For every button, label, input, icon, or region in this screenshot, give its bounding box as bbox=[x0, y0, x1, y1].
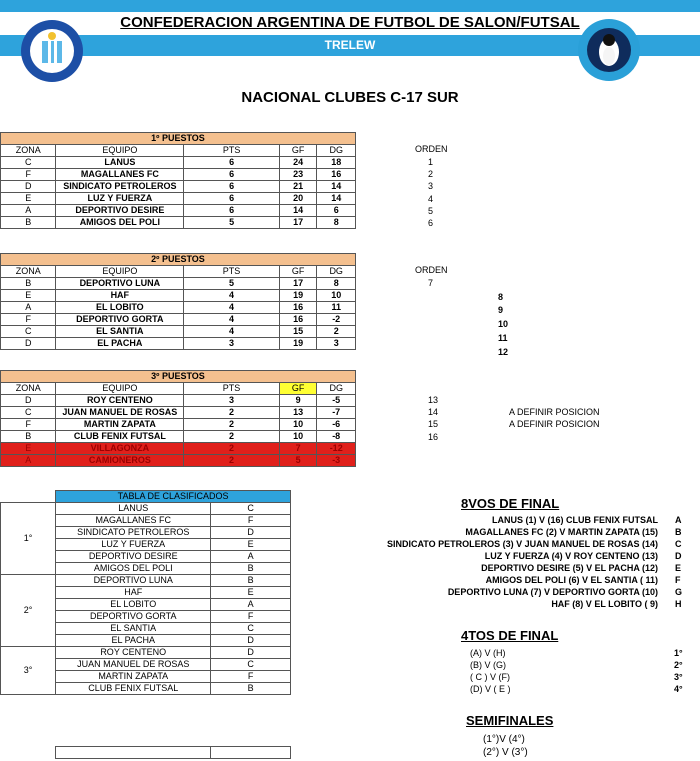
orden-label: ORDEN bbox=[415, 265, 448, 275]
gf-cell: 14 bbox=[279, 205, 317, 217]
dg-cell: 6 bbox=[317, 205, 356, 217]
team-name: LUZ Y FUERZA bbox=[56, 193, 184, 205]
zona-cell: C bbox=[211, 659, 291, 671]
zona-cell: C bbox=[1, 326, 56, 338]
match-code: H bbox=[675, 599, 682, 609]
zona-cell: E bbox=[1, 193, 56, 205]
team-name: EL SANTIA bbox=[56, 623, 211, 635]
pts-cell: 6 bbox=[184, 205, 280, 217]
match-text: DEPORTIVO DESIRE (5) V EL PACHA (12) bbox=[481, 563, 658, 573]
zona-cell: F bbox=[1, 419, 56, 431]
pts-cell: 2 bbox=[184, 431, 280, 443]
pts-cell: 3 bbox=[184, 338, 280, 350]
octavos-title: 8VOS DE FINAL bbox=[461, 496, 560, 511]
team-name: EL SANTIA bbox=[56, 326, 184, 338]
dg-cell: 16 bbox=[317, 169, 356, 181]
team-name: DEPORTIVO DESIRE bbox=[56, 551, 211, 563]
gf-cell: 10 bbox=[279, 419, 317, 431]
orden-value: 7 bbox=[428, 278, 434, 288]
match-code: G bbox=[675, 587, 683, 597]
team-row bbox=[1, 455, 356, 467]
match-code: F bbox=[675, 575, 681, 585]
gf-cell: 20 bbox=[279, 193, 317, 205]
classified-table bbox=[0, 490, 291, 695]
team-row bbox=[1, 278, 356, 290]
zona-cell: A bbox=[211, 551, 291, 563]
team-name: EL PACHA bbox=[56, 635, 211, 647]
match-text: MAGALLANES FC (2) V MARTIN ZAPATA (15) bbox=[465, 527, 658, 537]
dg-cell: -8 bbox=[317, 431, 356, 443]
team-name: ROY CENTENO bbox=[56, 647, 211, 659]
team-name: JUAN MANUEL DE ROSAS bbox=[56, 659, 211, 671]
column-header: EQUIPO bbox=[56, 145, 184, 157]
zona-cell: E bbox=[211, 539, 291, 551]
dg-cell: 14 bbox=[317, 193, 356, 205]
team-row bbox=[1, 338, 356, 350]
pts-cell: 4 bbox=[184, 326, 280, 338]
semifinal-match: (2°) V (3°) bbox=[483, 747, 528, 758]
match-text: (A) V (H) bbox=[470, 648, 506, 658]
match-text: LANUS (1) V (16) CLUB FENIX FUTSAL bbox=[491, 515, 658, 525]
zona-cell: A bbox=[211, 599, 291, 611]
team-name: DEPORTIVO DESIRE bbox=[56, 205, 184, 217]
pts-cell: 4 bbox=[184, 314, 280, 326]
team-row bbox=[1, 326, 356, 338]
dg-cell: 2 bbox=[317, 326, 356, 338]
team-name: LANUS bbox=[56, 157, 184, 169]
orden-value: 3 bbox=[428, 181, 434, 192]
zona-cell: E bbox=[1, 290, 56, 302]
dg-cell: 10 bbox=[317, 290, 356, 302]
zona-cell: D bbox=[211, 647, 291, 659]
dg-cell: 3 bbox=[317, 338, 356, 350]
match-code: 1° bbox=[674, 648, 683, 658]
zona-cell: D bbox=[211, 527, 291, 539]
pts-cell: 2 bbox=[184, 443, 280, 455]
gf-cell: 9 bbox=[279, 395, 317, 407]
orden-value: 1 bbox=[428, 157, 434, 167]
team-name: LUZ Y FUERZA bbox=[56, 539, 211, 551]
team-row bbox=[1, 193, 356, 205]
orden-value: 6 bbox=[428, 218, 434, 228]
gf-cell: 5 bbox=[279, 455, 317, 467]
team-name: AMIGOS DEL POLI bbox=[56, 217, 184, 229]
column-header: ZONA bbox=[1, 145, 56, 157]
pts-cell: 4 bbox=[184, 290, 280, 302]
column-header: ZONA bbox=[1, 383, 56, 395]
gf-cell: 23 bbox=[279, 169, 317, 181]
zona-cell: A bbox=[1, 302, 56, 314]
pts-cell: 6 bbox=[184, 193, 280, 205]
competition-heading: NACIONAL CLUBES C-17 SUR bbox=[241, 89, 459, 106]
orden-value: 13 bbox=[428, 395, 439, 405]
group-title: 1º PUESTOS bbox=[1, 133, 356, 145]
team-name: CAMIONEROS bbox=[56, 455, 184, 467]
team-name: ROY CENTENO bbox=[56, 395, 184, 407]
group-title: 3º PUESTOS bbox=[1, 371, 356, 383]
match-text: DEPORTIVO LUNA (7) V DEPORTIVO GORTA (10) bbox=[447, 587, 658, 597]
team-name: LANUS bbox=[56, 503, 211, 515]
dg-cell: 14 bbox=[317, 181, 356, 193]
dg-cell: 8 bbox=[317, 217, 356, 229]
gf-cell: 15 bbox=[279, 326, 317, 338]
zona-cell: F bbox=[211, 671, 291, 683]
column-header: GF bbox=[279, 383, 317, 395]
team-name: EL PACHA bbox=[56, 338, 184, 350]
dg-cell: 11 bbox=[317, 302, 356, 314]
page-title: CONFEDERACION ARGENTINA DE FUTBOL DE SALON/FUTSAL bbox=[120, 14, 580, 31]
orden-value: 8 bbox=[498, 291, 504, 302]
team-row bbox=[1, 157, 356, 169]
semifinal-match: (1°)V (4°) bbox=[483, 734, 525, 745]
zona-cell: D bbox=[1, 181, 56, 193]
column-header: PTS bbox=[184, 145, 280, 157]
dg-cell: -6 bbox=[317, 419, 356, 431]
gf-cell: 7 bbox=[279, 443, 317, 455]
pts-cell: 3 bbox=[184, 395, 280, 407]
team-name: SINDICATO PETROLEROS bbox=[56, 181, 184, 193]
team-name: MAGALLANES FC bbox=[56, 515, 211, 527]
orden-label: ORDEN bbox=[415, 144, 448, 154]
place-label: 1° bbox=[1, 503, 56, 575]
match-text: (D) V ( E ) bbox=[470, 684, 511, 694]
orden-value: 12 bbox=[498, 346, 509, 357]
match-text: AMIGOS DEL POLI (6) V EL SANTIA ( 11) bbox=[485, 575, 658, 585]
zona-cell: E bbox=[211, 587, 291, 599]
pts-cell: 6 bbox=[184, 169, 280, 181]
column-header: GF bbox=[279, 266, 317, 278]
match-text: SINDICATO PETROLEROS (3) V JUAN MANUEL DE ROSAS (14) bbox=[386, 539, 658, 549]
zona-cell: D bbox=[1, 338, 56, 350]
gf-cell: 10 bbox=[279, 431, 317, 443]
gf-cell: 16 bbox=[279, 314, 317, 326]
team-name: MARTIN ZAPATA bbox=[56, 671, 211, 683]
third-places-table bbox=[0, 370, 356, 467]
team-row bbox=[1, 443, 356, 455]
top-bar bbox=[0, 0, 700, 12]
zona-cell: F bbox=[211, 611, 291, 623]
orden-value: 15 bbox=[428, 419, 439, 430]
match-text: LUZ Y FUERZA (4) V ROY CENTENO (13) bbox=[484, 551, 658, 561]
gf-cell: 17 bbox=[279, 217, 317, 229]
team-name: VILLAGONZA bbox=[56, 443, 184, 455]
team-row bbox=[1, 290, 356, 302]
match-text: ( C ) V (F) bbox=[470, 672, 510, 682]
match-code: D bbox=[675, 551, 682, 561]
classified-row bbox=[1, 575, 291, 587]
team-row bbox=[1, 395, 356, 407]
match-code: B bbox=[675, 527, 682, 537]
subtitle-bar: TRELEW bbox=[0, 35, 700, 56]
pts-cell: 2 bbox=[184, 407, 280, 419]
gf-cell: 21 bbox=[279, 181, 317, 193]
zona-cell: B bbox=[1, 431, 56, 443]
column-header: DG bbox=[317, 383, 356, 395]
team-name: MARTIN ZAPATA bbox=[56, 419, 184, 431]
zona-cell: F bbox=[1, 314, 56, 326]
team-row bbox=[1, 205, 356, 217]
dg-cell: -7 bbox=[317, 407, 356, 419]
column-header: DG bbox=[317, 145, 356, 157]
team-name: EL LOBITO bbox=[56, 599, 211, 611]
dg-cell: -5 bbox=[317, 395, 356, 407]
team-name: SINDICATO PETROLEROS bbox=[56, 527, 211, 539]
match-code: 3° bbox=[674, 672, 683, 682]
orden-value: 11 bbox=[498, 332, 508, 343]
zona-cell: C bbox=[211, 503, 291, 515]
zona-cell: F bbox=[211, 515, 291, 527]
dg-cell: -3 bbox=[317, 455, 356, 467]
column-header: GF bbox=[279, 145, 317, 157]
team-name: AMIGOS DEL POLI bbox=[56, 563, 211, 575]
team-name: DEPORTIVO LUNA bbox=[56, 278, 184, 290]
gf-cell: 16 bbox=[279, 302, 317, 314]
gf-cell: 19 bbox=[279, 290, 317, 302]
team-row bbox=[1, 407, 356, 419]
pts-cell: 2 bbox=[184, 419, 280, 431]
team-row bbox=[1, 217, 356, 229]
trelew-futsal-logo bbox=[577, 18, 641, 82]
zona-cell: F bbox=[1, 169, 56, 181]
team-name: CLUB FENIX FUTSAL bbox=[56, 431, 184, 443]
team-row bbox=[1, 302, 356, 314]
note-text: A DEFINIR POSICION bbox=[509, 407, 600, 418]
orden-value: 16 bbox=[428, 431, 439, 442]
classified-title: TABLA DE CLASIFICADOS bbox=[56, 491, 291, 503]
team-name: EL LOBITO bbox=[56, 302, 184, 314]
match-code: C bbox=[675, 539, 682, 549]
team-name: DEPORTIVO GORTA bbox=[56, 611, 211, 623]
orden-value: 5 bbox=[428, 205, 434, 216]
match-code: 4° bbox=[674, 684, 683, 694]
column-header: EQUIPO bbox=[56, 266, 184, 278]
match-code: A bbox=[675, 515, 682, 525]
team-name: HAF bbox=[56, 290, 184, 302]
dg-cell: 8 bbox=[317, 278, 356, 290]
match-text: HAF (8) V EL LOBITO ( 9) bbox=[551, 599, 658, 609]
pts-cell: 4 bbox=[184, 302, 280, 314]
team-row bbox=[1, 169, 356, 181]
dg-cell: 18 bbox=[317, 157, 356, 169]
team-name: DEPORTIVO LUNA bbox=[56, 575, 211, 587]
team-row bbox=[1, 314, 356, 326]
orden-value: 14 bbox=[428, 407, 439, 418]
pts-cell: 5 bbox=[184, 217, 280, 229]
first-places-table bbox=[0, 132, 356, 229]
column-header: DG bbox=[317, 266, 356, 278]
pts-cell: 2 bbox=[184, 455, 280, 467]
match-code: 2° bbox=[674, 660, 683, 670]
zona-cell: B bbox=[1, 278, 56, 290]
semis-title: SEMIFINALES bbox=[466, 713, 554, 728]
team-name: HAF bbox=[56, 587, 211, 599]
column-header: ZONA bbox=[1, 266, 56, 278]
column-header: EQUIPO bbox=[56, 383, 184, 395]
dg-cell: -2 bbox=[317, 314, 356, 326]
zona-cell: B bbox=[1, 217, 56, 229]
pts-cell: 6 bbox=[184, 181, 280, 193]
column-header: PTS bbox=[184, 266, 280, 278]
note-text: A DEFINIR POSICION bbox=[509, 419, 600, 430]
zona-cell: D bbox=[211, 635, 291, 647]
team-name: DEPORTIVO GORTA bbox=[56, 314, 184, 326]
orden-value: 9 bbox=[498, 305, 504, 316]
zona-cell: A bbox=[1, 205, 56, 217]
zona-cell: B bbox=[211, 563, 291, 575]
cafs-logo bbox=[20, 19, 84, 83]
pts-cell: 5 bbox=[184, 278, 280, 290]
empty-row bbox=[55, 746, 291, 759]
team-name: JUAN MANUEL DE ROSAS bbox=[56, 407, 184, 419]
zona-cell: C bbox=[211, 623, 291, 635]
orden-value: 10 bbox=[498, 319, 509, 330]
zona-cell: D bbox=[1, 395, 56, 407]
gf-cell: 24 bbox=[279, 157, 317, 169]
cuartos-title: 4TOS DE FINAL bbox=[461, 628, 559, 643]
zona-cell: B bbox=[211, 683, 291, 695]
zona-cell: B bbox=[211, 575, 291, 587]
gf-cell: 17 bbox=[279, 278, 317, 290]
classified-row bbox=[1, 503, 291, 515]
column-header: PTS bbox=[184, 383, 280, 395]
second-places-table bbox=[0, 253, 356, 350]
place-label: 3° bbox=[1, 647, 56, 695]
team-row bbox=[1, 431, 356, 443]
dg-cell: -12 bbox=[317, 443, 356, 455]
orden-value: 2 bbox=[428, 169, 434, 180]
pts-cell: 6 bbox=[184, 157, 280, 169]
zona-cell: C bbox=[1, 407, 56, 419]
spacer bbox=[1, 491, 56, 503]
place-label: 2° bbox=[1, 575, 56, 647]
match-text: (B) V (G) bbox=[470, 660, 506, 670]
zona-cell: E bbox=[1, 443, 56, 455]
gf-cell: 13 bbox=[279, 407, 317, 419]
match-code: E bbox=[675, 563, 682, 573]
group-title: 2º PUESTOS bbox=[1, 254, 356, 266]
team-row bbox=[1, 419, 356, 431]
zona-cell: A bbox=[1, 455, 56, 467]
zona-cell: C bbox=[1, 157, 56, 169]
team-row bbox=[1, 181, 356, 193]
team-name: MAGALLANES FC bbox=[56, 169, 184, 181]
gf-cell: 19 bbox=[279, 338, 317, 350]
team-name: CLUB FENIX FUTSAL bbox=[56, 683, 211, 695]
orden-value: 4 bbox=[428, 193, 434, 204]
classified-row bbox=[1, 647, 291, 659]
